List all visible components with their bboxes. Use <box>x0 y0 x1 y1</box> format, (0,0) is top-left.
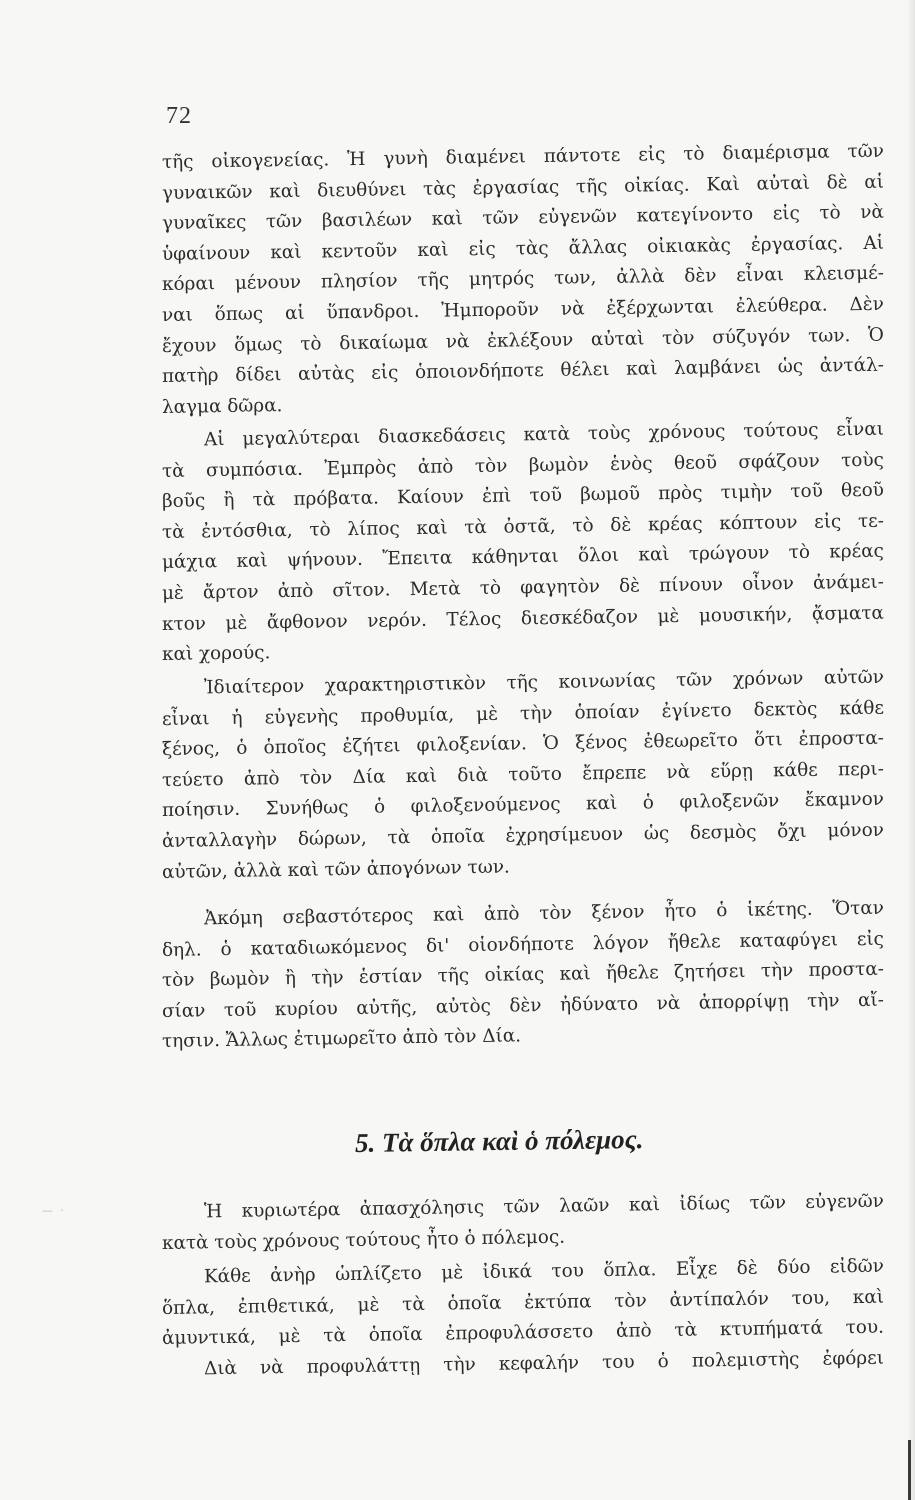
text-line: γυναῖκες τῶν βασιλέων καὶ τῶν εὐγενῶν κατεγίνοντο εἰς τὸ νὰ <box>161 201 885 235</box>
text-line: ἀμυντικά, μὲ τὰ ὁποῖα ἐπροφυλάσσετο ἀπὸ τὰ κτυπήματά του. <box>161 1317 885 1350</box>
text-line: πατὴρ δίδει αὐτὰς εἰς ὁποιονδήποτε θέλει καὶ λαμβάνει ὡς ἀντάλ- <box>161 354 885 388</box>
page-number: 72 <box>166 103 192 129</box>
text-line: ναι ὅπως αἱ ὕπανδροι. Ἠμποροῦν νὰ ἐξέρχωνται ἐλεύθερα. Δὲν <box>161 293 885 326</box>
text-line: ὑφαίνουν καὶ κεντοῦν καὶ εἰς τὰς ἄλλας οἰκιακὰς ἐργασίας. Αἱ <box>161 232 885 265</box>
text-line: δηλ. ὁ καταδιωκόμενος δι' οἱονδήποτε λόγον ἤθελε καταφύγει εἰς <box>161 928 885 961</box>
text-line: κατὰ τοὺς χρόνους τούτους ἦτο ὁ πόλεμος. <box>161 1226 566 1254</box>
margin-mark: — · <box>42 1204 66 1217</box>
binding-edge-mark <box>908 1440 911 1500</box>
text-line: ὅπλα, ἐπιθετικά, μὲ τὰ ὁποῖα ἐκτύπα τὸν ἀντίπαλόν του, καὶ <box>161 1286 885 1319</box>
text-line: Ἡ κυριωτέρα ἀπασχόλησις τῶν λαῶν καὶ ἰδίως τῶν εὐγενῶν <box>203 1190 885 1223</box>
paragraph-war <box>161 1190 885 1386</box>
paragraph-hospitality <box>161 666 885 888</box>
text-line: μὲ ἄρτον ἀπὸ σῖτον. Μετὰ τὸ φαγητὸν δὲ πίνουν οἶνον ἀνάμει- <box>161 571 885 604</box>
text-line: τὰ συμπόσια. Ἐμπρὸς ἀπὸ τὸν βωμὸν ἑνὸς θεοῦ σφάζουν τοὺς <box>161 449 885 482</box>
text-line: τησιν. Ἄλλως ἐτιμωρεῖτο ἀπὸ τὸν Δία. <box>161 1025 522 1053</box>
text-line: σίαν τοῦ κυρίου αὐτῆς, αὐτὸς δὲν ἠδύνατο νὰ ἀπορρίψῃ τὴν αἴ- <box>161 989 885 1022</box>
text-line: βοῦς ἢ τὰ πρόβατα. Καίουν ἐπὶ τοῦ βωμοῦ πρὸς τιμὴν τοῦ θεοῦ <box>161 479 885 513</box>
text-line: Ἰδιαίτερον χαρακτηριστικὸν τῆς κοινωνίας τῶν χρόνων αὐτῶν <box>203 666 885 699</box>
text-line: Αἱ μεγαλύτεραι διασκεδάσεις κατὰ τοὺς χρόνους τούτους εἶναι <box>203 418 885 451</box>
text-line: γυναικῶν καὶ διευθύνει τὰς ἐργασίας τῆς οἰκίας. Καὶ αὐταὶ δὲ αἱ <box>161 171 885 204</box>
text-line: Ἀκόμη σεβαστότερος καὶ ἀπὸ τὸν ξένον ἦτο ὁ ἱκέτης. Ὅταν <box>203 897 885 930</box>
paragraph-family <box>161 140 885 423</box>
text-line: ξένος, ὁ ὁποῖος ἐζήτει φιλοξενίαν. Ὁ ξένος ἐθεωρεῖτο ὅτι ἐπροστα- <box>161 727 885 761</box>
section-heading: 5. Τὰ ὅπλα καὶ ὁ πόλεμος. <box>354 1123 644 1158</box>
text-line: ἀνταλλαγὴν δώρων, τὰ ὁποῖα ἐχρησίμευον ὡς δεσμὸς ὄχι μόνον <box>161 819 885 852</box>
text-line: ἔχουν ὅμως τὸ δικαίωμα νὰ ἐκλέξουν αὐταὶ τὸν σύζυγόν των. Ὁ <box>161 324 885 357</box>
text-line: τὰ ἐντόσθια, τὸ λίπος καὶ τὰ ὀστᾶ, τὸ δὲ κρέας κόπτουν εἰς τε- <box>161 510 885 543</box>
text-line: τῆς οἰκογενείας. Ἡ γυνὴ διαμένει πάντοτε εἰς τὸ διαμέρισμα τῶν <box>161 140 885 173</box>
text-line: τὸν βωμὸν ἢ τὴν ἑστίαν τῆς οἰκίας καὶ ἤθελε ζητήσει τὴν προστα- <box>161 958 885 992</box>
text-line: Διὰ νὰ προφυλάττῃ τὴν κεφαλήν του ὁ πολεμιστὴς ἐφόρει <box>203 1347 885 1380</box>
text-line: καὶ χορούς. <box>161 642 271 666</box>
text-line: αὐτῶν, ἀλλὰ καὶ τῶν ἀπογόνων των. <box>161 856 510 883</box>
text-line: ποίησιν. Συνήθως ὁ φιλοξενούμενος καὶ ὁ φιλοξενῶν ἔκαμνον <box>161 789 885 822</box>
paragraph-banquets <box>161 418 885 671</box>
text-line: κτον μὲ ἄφθονον νερόν. Τέλος διεσκέδαζον μὲ μουσικήν, ᾄσματα <box>161 602 885 635</box>
text-line: κόραι μένουν πλησίον τῆς μητρός των, ἀλλὰ δὲν εἶναι κλεισμέ- <box>161 263 885 296</box>
text-line: τεύετο ἀπὸ τὸν Δία καὶ διὰ τοῦτο ἔπρεπε νὰ εὕρῃ κάθε περι- <box>161 758 885 791</box>
text-line: Κάθε ἀνὴρ ὡπλίζετο μὲ ἰδικά του ὅπλα. Εἶχε δὲ δύο εἰδῶν <box>203 1255 885 1288</box>
page-edge-shadow <box>907 0 915 1500</box>
text-line: λαγμα δῶρα. <box>161 394 283 418</box>
text-line: εἶναι ἡ εὐγενὴς προθυμία, μὲ τὴν ὁποίαν ἐγίνετο δεκτὸς κάθε <box>161 697 885 730</box>
paragraph-suppliant <box>161 897 885 1058</box>
text-line: μάχια καὶ ψήνουν. Ἔπειτα κάθηνται ὅλοι καὶ τρώγουν τὸ κρέας <box>161 541 885 574</box>
